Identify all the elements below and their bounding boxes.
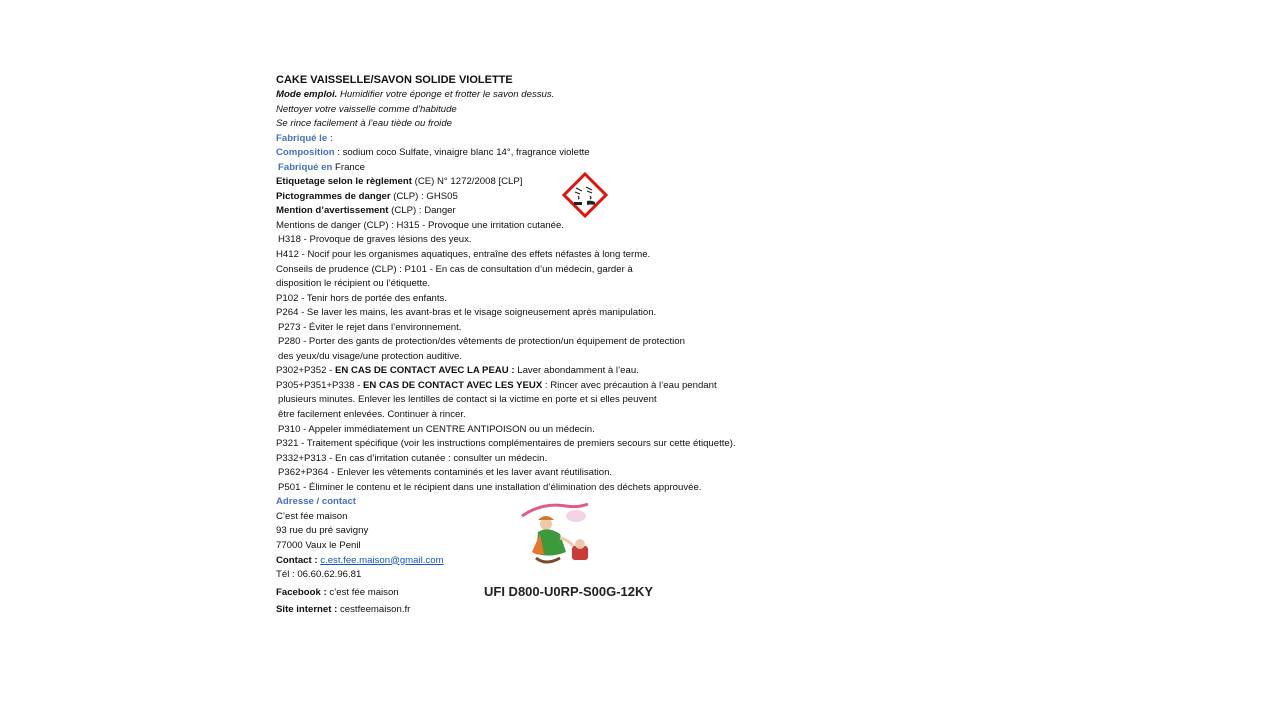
mention-avertissement-line [276, 204, 836, 219]
company-city: 77000 Vaux le Penil [276, 539, 361, 551]
company-name: C’est fée maison [276, 510, 348, 522]
fabrique-en-label: Fabriqué en [278, 161, 333, 173]
fabrique-en-line [276, 161, 836, 176]
hazard-statement: Mentions de danger (CLP) : H315 - Provoque une irritation cutanée. [276, 219, 564, 231]
mode-emploi-line2: Nettoyer votre vaisselle comme d’habitude [276, 103, 457, 115]
product-title: CAKE VAISSELLE/SAVON SOLIDE VIOLETTE [276, 74, 513, 86]
p302-bold: EN CAS DE CONTACT AVEC LA PEAU : [334, 365, 515, 377]
fabrique-le-label: Fabriqué le : [276, 132, 334, 144]
ghs05-corrosive-icon [562, 172, 608, 218]
mode-emploi-text: Humidifier votre éponge et frotter le savon dessus. [337, 89, 555, 100]
fairy-logo [516, 498, 602, 570]
precaution-statement: P102 - Tenir hors de portée des enfants. [276, 292, 448, 304]
pictogrammes-label: Pictogrammes de danger [276, 190, 391, 202]
tel-line: Tél : 06.60.62.96.81 [276, 569, 362, 581]
precaution-statement: P332+P313 - En cas d’irritation cutanée : consulter un médecin. [276, 452, 548, 464]
contact-email-link[interactable]: c.est.fee.maison@gmail.com [320, 554, 444, 566]
p305-line [276, 379, 836, 394]
hazard-statement: H318 - Provoque de graves lésions des yeux. [278, 234, 472, 246]
contact-label: Contact : [276, 554, 318, 566]
facebook-value: c’est fée maison [326, 586, 399, 598]
pictogrammes-line [276, 190, 836, 205]
p302-text: Laver abondamment à l’eau. [514, 365, 639, 377]
p305-text: : Rincer avec précaution à l’eau pendant [542, 379, 717, 391]
p302-code: P302+P352 - [276, 365, 335, 377]
precaution-statement: Conseils de prudence (CLP) : P101 - En cas de consultation d’un médecin, garder à [276, 263, 633, 275]
precaution-statement: plusieurs minutes. Enlever les lentilles de contact si la victime en porte et si elles peuvent [278, 394, 657, 406]
composition-text: : sodium coco Sulfate, vinaigre blanc 14°, fragrance violette [334, 147, 590, 159]
p302-line [276, 364, 836, 379]
fabrique-en-value: France [332, 161, 365, 173]
precaution-statement: P273 - Éviter le rejet dans l’environnement. [278, 321, 462, 333]
precaution-statement: disposition le récipient ou l’étiquette. [276, 278, 431, 290]
pictogrammes-text: (CLP) : GHS05 [390, 190, 458, 202]
mention-avertissement-label: Mention d’avertissement [276, 205, 389, 217]
composition-label: Composition [276, 147, 335, 159]
mode-emploi-line3: Se rince facilement à l’eau tiède ou froide [276, 118, 452, 130]
p305-code: P305+P351+P338 - [276, 379, 363, 391]
composition-line [276, 146, 836, 161]
etiquetage-line [276, 175, 836, 190]
precaution-statement: P264 - Se laver les mains, les avant-bras et le visage soigneusement après manipulation. [276, 307, 657, 319]
etiquetage-label: Etiquetage selon le règlement [276, 176, 412, 188]
precaution-statement: être facilement enlevées. Continuer à rincer. [278, 409, 466, 421]
precaution-statement: P362+P364 - Enlever les vêtements contaminés et les laver avant réutilisation. [278, 467, 613, 479]
ufi-code: UFI D800-U0RP-S00G-12KY [484, 584, 654, 599]
mode-emploi-line [276, 88, 836, 103]
precaution-statement: P321 - Traitement spécifique (voir les instructions complémentaires de premiers secours sur cette étiquette). [276, 438, 736, 450]
precaution-statement: P501 - Éliminer le contenu et le récipient dans une installation d’élimination des déchets approuvée. [278, 481, 702, 493]
mode-emploi-label: Mode emploi. [276, 89, 338, 100]
precaution-statement: des yeux/du visage/une protection auditive. [278, 350, 463, 362]
p305-bold: EN CAS DE CONTACT AVEC LES YEUX [362, 379, 543, 391]
precaution-statement: P280 - Porter des gants de protection/des vêtements de protection/un équipement de protection [278, 336, 685, 348]
hazard-statement: H412 - Nocif pour les organismes aquatiques, entraîne des effets néfastes à long terme. [276, 249, 651, 261]
facebook-label: Facebook : [276, 586, 327, 598]
site-value: cestfeemaison.fr [337, 604, 411, 616]
company-street: 93 rue du pré savigny [276, 525, 369, 537]
mention-avertissement-text: (CLP) : Danger [388, 205, 456, 217]
etiquetage-text: (CE) N° 1272/2008 [CLP] [411, 176, 523, 188]
site-line [276, 603, 836, 618]
site-label: Site internet : [276, 604, 338, 616]
precaution-statement: P310 - Appeler immédiatement un CENTRE ANTIPOISON ou un médecin. [278, 423, 595, 435]
adresse-label: Adresse / contact [276, 496, 356, 508]
